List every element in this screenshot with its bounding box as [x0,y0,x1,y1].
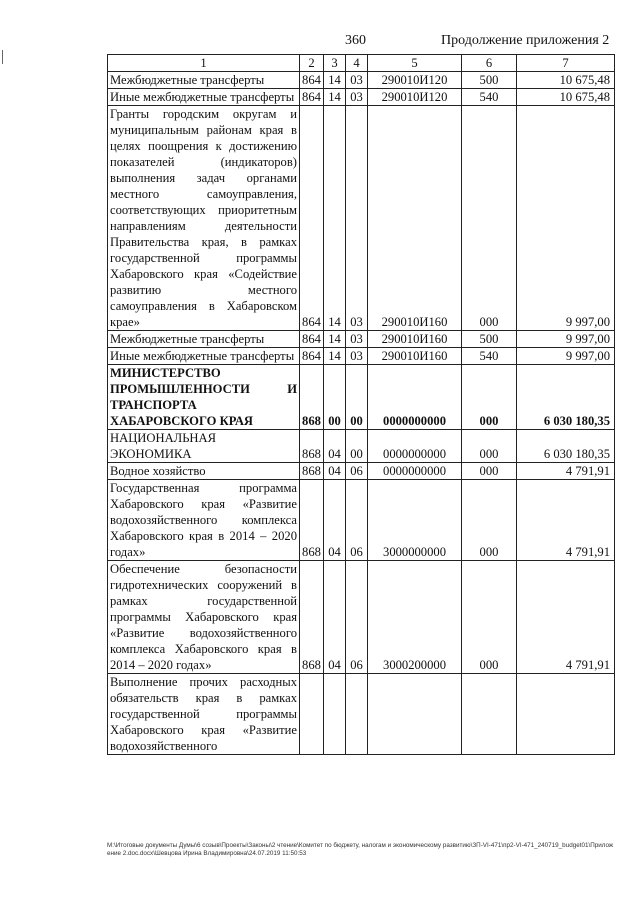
row-name: Иные межбюджетные трансферты [108,89,300,106]
row-name: Водное хозяйство [108,463,300,480]
cell-expense-type: 540 [462,348,517,365]
cell-admin-code: 868 [300,365,324,430]
cell-section: 04 [324,463,346,480]
cell-admin-code: 864 [300,106,324,331]
cell-subsection: 03 [346,89,368,106]
row-name: Обеспечение безопасности гидротехнических сооружений в рамках государственной программы Хабаровского края «Развитие водохозяйственного комплекса Хабаровского края в 2014 – 2020 годах» [108,561,300,674]
table-row [108,463,615,480]
cell-amount: 10 675,48 [517,89,615,106]
column-header: 3 [324,55,346,72]
cell-admin-code: 868 [300,430,324,463]
cell-subsection: 00 [346,365,368,430]
cell-target-item: 3000200000 [368,561,462,674]
cell-expense-type: 540 [462,89,517,106]
cell-admin-code: 868 [300,561,324,674]
cell-subsection [346,674,368,755]
cell-expense-type: 500 [462,72,517,89]
row-name: Межбюджетные трансферты [108,331,300,348]
cell-section: 14 [324,89,346,106]
cell-subsection: 03 [346,331,368,348]
cell-amount: 4 791,91 [517,463,615,480]
cell-amount: 6 030 180,35 [517,365,615,430]
row-name: НАЦИОНАЛЬНАЯ ЭКОНОМИКА [108,430,300,463]
cell-amount: 9 997,00 [517,348,615,365]
cell-section: 04 [324,561,346,674]
cell-target-item: 290010И160 [368,348,462,365]
cell-amount: 10 675,48 [517,72,615,89]
row-name: Иные межбюджетные трансферты [108,348,300,365]
cell-amount [517,674,615,755]
cell-subsection: 06 [346,463,368,480]
cell-subsection: 00 [346,430,368,463]
cell-admin-code [300,674,324,755]
scan-margin-mark [2,50,3,64]
cell-target-item: 0000000000 [368,365,462,430]
cell-expense-type: 500 [462,331,517,348]
cell-amount: 4 791,91 [517,561,615,674]
table-row [108,480,615,561]
cell-target-item [368,674,462,755]
row-name: Выполнение прочих расходных обязательств края в рамках государственной программы Хабаровского края «Развитие водохозяйственного [108,674,300,755]
column-header: 5 [368,55,462,72]
cell-expense-type: 000 [462,106,517,331]
row-name: МИНИСТЕРСТВО ПРОМЫШЛЕННОСТИ И ТРАНСПОРТА ХАБАРОВСКОГО КРАЯ [108,365,300,430]
cell-target-item: 290010И120 [368,89,462,106]
cell-section: 04 [324,480,346,561]
cell-target-item: 0000000000 [368,463,462,480]
cell-expense-type [462,674,517,755]
cell-admin-code: 864 [300,348,324,365]
cell-admin-code: 868 [300,463,324,480]
table-row [108,106,615,331]
cell-expense-type: 000 [462,365,517,430]
document-path-footer: M:\Итоговые документы Думы\6 созыв\Проекты\Законы\2 чтение\Комитет по бюджету, налогам и экономическому развитию\ЗП-VI-471\пр2-VI-471_240719_budget01\Приложение 2.doc.docx\Шевцова Ирина Владимировна\24.07.2019 11:50:53 [107,842,614,857]
table-row [108,348,615,365]
cell-section: 14 [324,348,346,365]
row-name: Межбюджетные трансферты [108,72,300,89]
cell-section: 00 [324,365,346,430]
cell-amount: 9 997,00 [517,331,615,348]
cell-target-item: 290010И160 [368,331,462,348]
cell-admin-code: 864 [300,72,324,89]
table-header-row [108,55,615,72]
column-header: 1 [108,55,300,72]
table-row [108,72,615,89]
column-header: 7 [517,55,615,72]
budget-table [107,54,615,755]
cell-expense-type: 000 [462,463,517,480]
cell-admin-code: 864 [300,89,324,106]
cell-subsection: 06 [346,480,368,561]
continuation-label: Продолжение приложения 2 [441,33,610,48]
page-number: 360 [345,33,366,48]
column-header: 6 [462,55,517,72]
cell-admin-code: 868 [300,480,324,561]
cell-target-item: 0000000000 [368,430,462,463]
cell-amount: 9 997,00 [517,106,615,331]
cell-expense-type: 000 [462,561,517,674]
cell-subsection: 06 [346,561,368,674]
cell-target-item: 290010И160 [368,106,462,331]
cell-subsection: 03 [346,72,368,89]
cell-section: 14 [324,72,346,89]
table-row [108,561,615,674]
table-row [108,365,615,430]
column-header: 2 [300,55,324,72]
cell-target-item: 290010И120 [368,72,462,89]
cell-amount: 6 030 180,35 [517,430,615,463]
cell-expense-type: 000 [462,430,517,463]
cell-section: 04 [324,430,346,463]
cell-section [324,674,346,755]
table-row [108,331,615,348]
table-row [108,89,615,106]
table-row [108,430,615,463]
cell-expense-type: 000 [462,480,517,561]
cell-target-item: 3000000000 [368,480,462,561]
row-name: Гранты городским округам и муниципальным районам края в целях поощрения к достижению показателей (индикаторов) выполнения задач органами местного самоуправления, соответствующих приоритетным направлениям деятельности Правительства края, в рамках государственной программы Хабаровского края «Содействие развитию местного самоуправления в Хабаровском крае» [108,106,300,331]
cell-amount: 4 791,91 [517,480,615,561]
cell-subsection: 03 [346,106,368,331]
column-header: 4 [346,55,368,72]
row-name: Государственная программа Хабаровского края «Развитие водохозяйственного комплекса Хабаровского края в 2014 – 2020 годах» [108,480,300,561]
cell-admin-code: 864 [300,331,324,348]
cell-section: 14 [324,106,346,331]
table-row [108,674,615,755]
cell-subsection: 03 [346,348,368,365]
cell-section: 14 [324,331,346,348]
